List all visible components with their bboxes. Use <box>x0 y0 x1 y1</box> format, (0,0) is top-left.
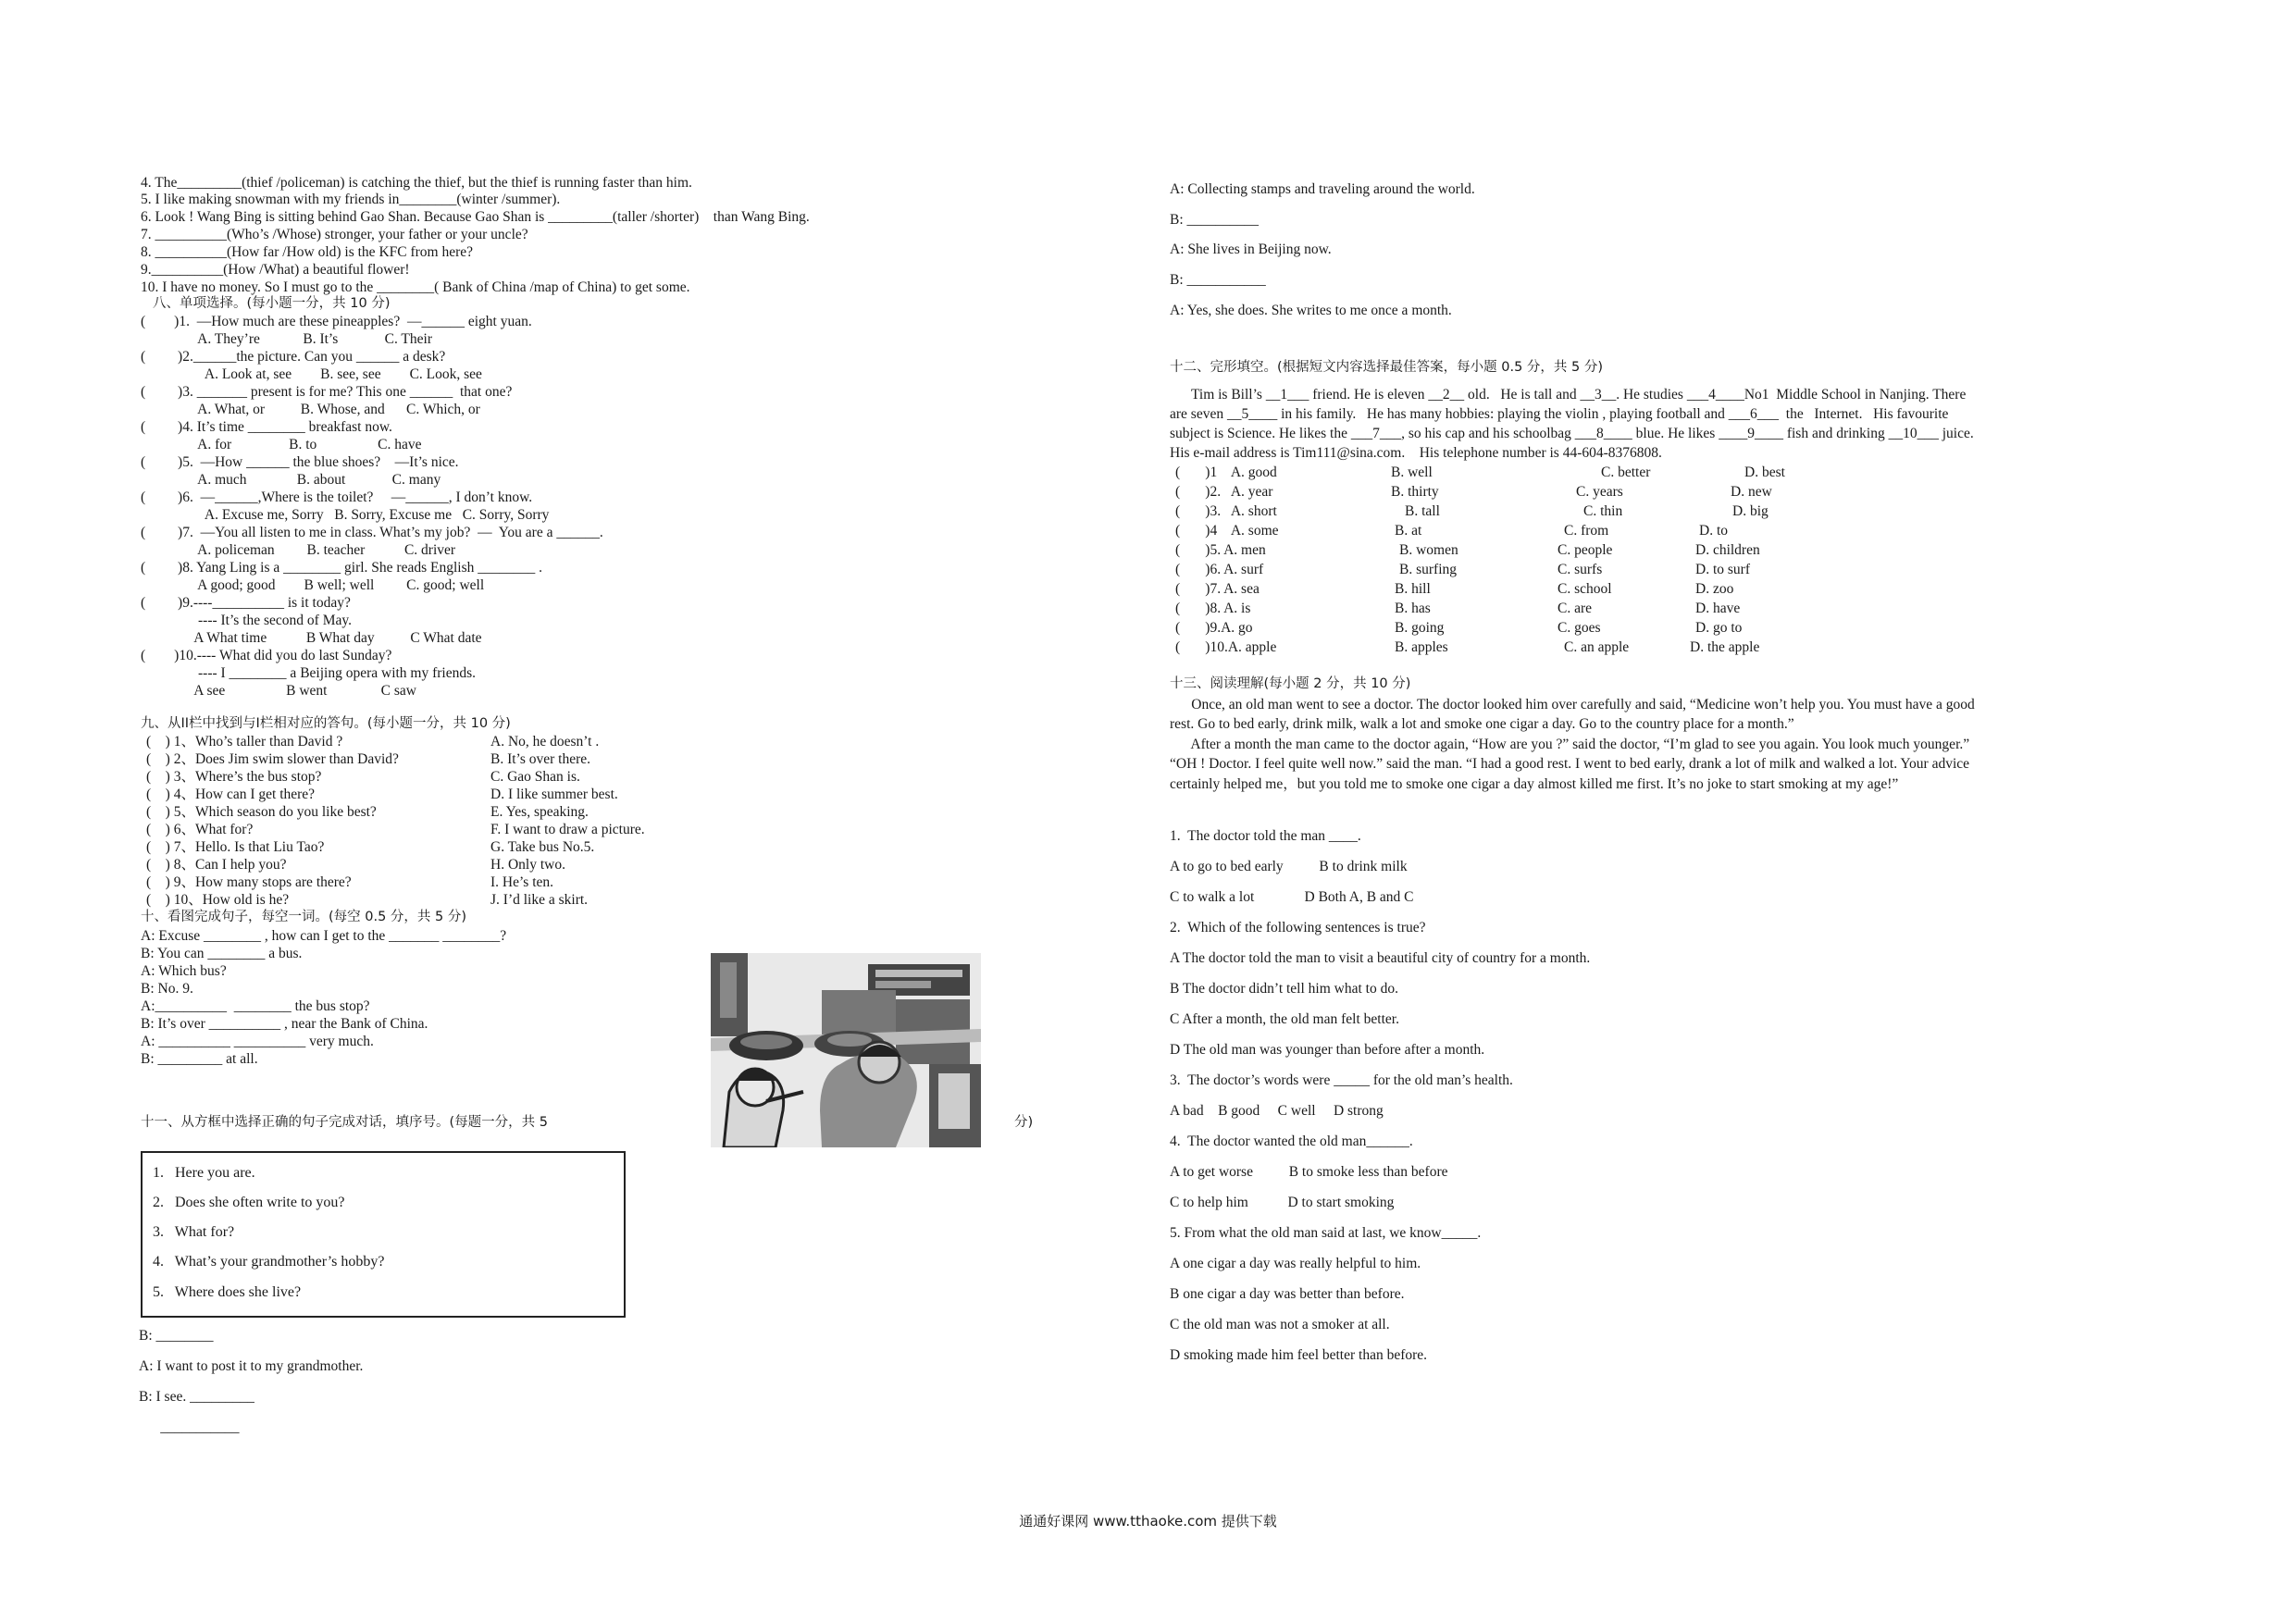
cloze-option-d: D. the apple <box>1690 639 1760 655</box>
section-11-title-tail: 分) <box>1014 1115 1034 1130</box>
reading-text-line: After a month the man came to the doctor again, “How are you ?” said the doctor, “I’m glad to see you again. You look much younger.” <box>1170 737 1970 752</box>
fill-line: 8. __________(How far /How old) is the KFC from here? <box>141 244 474 260</box>
match-question: ( ) 5、Which season do you like best? <box>146 804 377 820</box>
reading-text-line: “OH ! Doctor. I feel quite well now.” said the man. “I had a good rest. I went to bed early, drank a lot of milk and walked a lot. Your advice <box>1170 756 1970 772</box>
picture-dialog-line: B: You can ________ a bus. <box>141 946 303 961</box>
reading-text-line: rest. Go to bed early, drink milk, walk a lot and smoke one cigar a day. Go to the country place for a month.” <box>1170 716 1794 732</box>
question-line: A bad B good C well D strong <box>1170 1103 1384 1119</box>
cloze-text-line: subject is Science. He likes the ___7___, so his cap and his schoolbag ___8____ blue. He likes ____9____ fish and drinking __10___ juice. <box>1170 426 1974 441</box>
question-line: 5. From what the old man said at last, we know_____. <box>1170 1225 1482 1241</box>
match-answer: I. He’s ten. <box>490 874 554 890</box>
question-line: 4. The doctor wanted the old man______. <box>1170 1134 1413 1149</box>
question-line: C After a month, the old man felt better. <box>1170 1011 1399 1027</box>
question-line: B The doctor didn’t tell him what to do. <box>1170 981 1398 997</box>
cloze-option-a: ( )10.A. apple <box>1175 639 1277 655</box>
question-line: C to walk a lot D Both A, B and C <box>1170 889 1414 905</box>
mc-line: A. They’re B. It’s C. Their <box>141 331 433 347</box>
cloze-option-c: C. people <box>1558 542 1613 558</box>
cloze-option-b: B. thirty <box>1391 484 1439 500</box>
dialog-line: ___________ <box>139 1419 240 1435</box>
mc-line: A see B went C saw <box>141 683 416 699</box>
bus-stop-sketch-icon <box>711 953 981 1147</box>
question-line: 2. Which of the following sentences is true? <box>1170 920 1426 935</box>
match-question: ( ) 2、Does Jim swim slower than David? <box>146 751 399 767</box>
match-answer: E. Yes, speaking. <box>490 804 589 820</box>
match-answer: H. Only two. <box>490 857 565 873</box>
mc-line: ---- It’s the second of May. <box>141 613 352 628</box>
cloze-option-a: ( )2. A. year <box>1175 484 1273 500</box>
match-question: ( ) 8、Can I help you? <box>146 857 287 873</box>
question-line: A to go to bed early B to drink milk <box>1170 859 1408 874</box>
fill-line: 9.__________(How /What) a beautiful flower! <box>141 262 410 278</box>
match-question: ( ) 3、Where’s the bus stop? <box>146 769 322 785</box>
mc-line: A. Look at, see B. see, see C. Look, see <box>141 366 482 382</box>
cloze-option-c: C. from <box>1564 523 1609 539</box>
bus-stop-illustration <box>711 953 981 1147</box>
box-option: 5. Where does she live? <box>153 1284 302 1300</box>
match-answer: A. No, he doesn’t . <box>490 734 600 750</box>
cloze-option-c: C. years <box>1576 484 1623 500</box>
question-line: D smoking made him feel better than before. <box>1170 1347 1428 1363</box>
cloze-option-c: C. goes <box>1558 620 1601 636</box>
mc-line: A. What, or B. Whose, and C. Which, or <box>141 402 480 417</box>
fill-line: 7. __________(Who’s /Whose) stronger, your father or your uncle? <box>141 227 528 242</box>
cloze-option-a: ( )5. A. men <box>1175 542 1266 558</box>
cloze-option-a: ( )1 A. good <box>1175 465 1277 480</box>
picture-dialog-line: B: _________ at all. <box>141 1051 258 1067</box>
cloze-option-b: B. going <box>1395 620 1445 636</box>
dialog-line: A: I want to post it to my grandmother. <box>139 1358 364 1374</box>
fill-line: 4. The_________(thief /policeman) is catching the thief, but the thief is running faster than him. <box>141 175 692 191</box>
match-question: ( ) 9、How many stops are there? <box>146 874 352 890</box>
mc-line: ( )9.----__________ is it today? <box>141 595 351 611</box>
fill-line: 6. Look ! Wang Bing is sitting behind Gao Shan. Because Gao Shan is _________(taller /shorter) than Wang Bing. <box>141 209 810 225</box>
fill-line: 10. I have no money. So I must go to the ________( Bank of China /map of China) to get some. <box>141 279 690 295</box>
cloze-option-a: ( )8. A. is <box>1175 601 1251 616</box>
section-9-title: 九、从II栏中找到与I栏相对应的答句。(每小题一分，共 10 分) <box>141 716 511 731</box>
cloze-option-d: D. big <box>1732 503 1769 519</box>
dialog-line: A: Yes, she does. She writes to me once a month. <box>1170 303 1452 318</box>
section-8-title: 八、单项选择。(每小题一分，共 10 分) <box>153 296 391 311</box>
picture-dialog-line: A:__________ ________ the bus stop? <box>141 998 370 1014</box>
cloze-option-d: D. best <box>1744 465 1785 480</box>
picture-dialog-line: A: Which bus? <box>141 963 227 979</box>
cloze-option-c: C. thin <box>1583 503 1623 519</box>
mc-line: ( )10.---- What did you do last Sunday? <box>141 648 392 663</box>
match-question: ( ) 10、How old is he? <box>146 892 290 908</box>
picture-dialog-line: B: No. 9. <box>141 981 193 997</box>
mc-line: A good; good B well; well C. good; well <box>141 577 485 593</box>
mc-line: A. policeman B. teacher C. driver <box>141 542 456 558</box>
mc-line: ( )8. Yang Ling is a ________ girl. She reads English ________ . <box>141 560 542 576</box>
reading-text-line: certainly helped me，but you told me to smoke one cigar a day almost killed me first. It’s no joke to start smoking at my age!” <box>1170 776 1899 792</box>
cloze-option-d: D. zoo <box>1695 581 1734 597</box>
mc-line: ( )3. _______ present is for me? This one ______ that one? <box>141 384 513 400</box>
mc-line: A. for B. to C. have <box>141 437 422 452</box>
mc-line: ( )1. —How much are these pineapples? —______ eight yuan. <box>141 314 532 329</box>
match-answer: F. I want to draw a picture. <box>490 822 645 837</box>
cloze-option-b: B. tall <box>1405 503 1440 519</box>
fill-line: 5. I like making snowman with my friends in________(winter /summer). <box>141 192 561 207</box>
dialog-line: B: I see. _________ <box>139 1389 254 1405</box>
mc-line: ---- I ________ a Beijing opera with my friends. <box>141 665 477 681</box>
cloze-text-line: are seven __5____ in his family. He has many hobbies: playing the violin , playing football and ___6___ the Internet. His favourite <box>1170 406 1949 422</box>
mc-line: ( )7. —You all listen to me in class. What’s my job? — You are a ______. <box>141 525 603 540</box>
cloze-option-d: D. to <box>1699 523 1728 539</box>
cloze-option-d: D. go to <box>1695 620 1743 636</box>
section-13-title: 十三、阅读理解(每小题 2 分，共 10 分) <box>1170 676 1411 691</box>
dialog-line: A: She lives in Beijing now. <box>1170 242 1332 257</box>
mc-line: A What time B What day C What date <box>141 630 482 646</box>
cloze-option-c: C. better <box>1601 465 1651 480</box>
box-option: 3. What for? <box>153 1224 235 1240</box>
section-11-title: 十一、从方框中选择正确的句子完成对话，填序号。(每题一分，共 5 <box>141 1115 548 1130</box>
question-line: A one cigar a day was really helpful to him. <box>1170 1256 1421 1271</box>
cloze-option-b: B. has <box>1395 601 1431 616</box>
cloze-option-d: D. new <box>1731 484 1772 500</box>
box-option: 2. Does she often write to you? <box>153 1195 345 1210</box>
question-line: A to get worse B to smoke less than before <box>1170 1164 1448 1180</box>
page-footer: 通通好课网 www.tthaoke.com 提供下载 <box>1019 1513 1277 1530</box>
cloze-option-b: B. women <box>1399 542 1458 558</box>
match-question: ( ) 1、Who’s taller than David ? <box>146 734 343 750</box>
picture-dialog-line: A: __________ __________ very much. <box>141 1034 374 1049</box>
cloze-option-b: B. apples <box>1395 639 1448 655</box>
mc-line: ( )5. —How ______ the blue shoes? —It’s nice. <box>141 454 459 470</box>
cloze-option-b: B. surfing <box>1399 562 1457 577</box>
dialog-line: A: Collecting stamps and traveling around the world. <box>1170 181 1475 197</box>
cloze-option-c: C. are <box>1558 601 1593 616</box>
cloze-option-d: D. to surf <box>1695 562 1750 577</box>
cloze-text-line: His e-mail address is Tim111@sina.com. His telephone number is 44-604-8376808. <box>1170 445 1662 461</box>
cloze-option-d: D. children <box>1695 542 1760 558</box>
mc-line: A. much B. about C. many <box>141 472 441 488</box>
dialog-line: B: __________ <box>1170 212 1260 228</box>
match-answer: D. I like summer best. <box>490 787 618 802</box>
cloze-option-c: C. school <box>1558 581 1612 597</box>
dialog-line: B: ________ <box>139 1328 214 1344</box>
cloze-option-a: ( )4 A. some <box>1175 523 1279 539</box>
match-question: ( ) 4、How can I get there? <box>146 787 316 802</box>
mc-line: ( )4. It’s time ________ breakfast now. <box>141 419 392 435</box>
mc-line: A. Excuse me, Sorry B. Sorry, Excuse me C. Sorry, Sorry <box>141 507 550 523</box>
question-line: A The doctor told the man to visit a beautiful city of country for a month. <box>1170 950 1591 966</box>
picture-dialog-line: A: Excuse ________ , how can I get to the _______ ________? <box>141 928 507 944</box>
question-line: C the old man was not a smoker at all. <box>1170 1317 1390 1332</box>
picture-dialog-line: B: It’s over __________ , near the Bank of China. <box>141 1016 428 1032</box>
cloze-option-b: B. well <box>1391 465 1433 480</box>
dialog-line: B: ___________ <box>1170 272 1266 288</box>
cloze-option-a: ( )3. A. short <box>1175 503 1277 519</box>
match-answer: B. It’s over there. <box>490 751 591 767</box>
match-answer: C. Gao Shan is. <box>490 769 580 785</box>
cloze-option-a: ( )7. A. sea <box>1175 581 1260 597</box>
question-line: D The old man was younger than before after a month. <box>1170 1042 1485 1058</box>
match-answer: J. I’d like a skirt. <box>490 892 589 908</box>
cloze-text-line: Tim is Bill’s __1___ friend. He is eleven __2__ old. He is tall and __3__. He studies ___4____No1 Middle School in Nanjing. There <box>1170 387 1967 403</box>
cloze-option-c: C. surfs <box>1558 562 1603 577</box>
section-12-title: 十二、完形填空。(根据短文内容选择最佳答案，每小题 0.5 分，共 5 分) <box>1170 360 1604 375</box>
cloze-option-a: ( )6. A. surf <box>1175 562 1264 577</box>
section-10-title: 十、看图完成句子，每空一词。(每空 0.5 分，共 5 分) <box>141 910 467 924</box>
question-line: 1. The doctor told the man ____. <box>1170 828 1361 844</box>
mc-line: ( )6. —______,Where is the toilet? —______, I don’t know. <box>141 489 533 505</box>
cloze-option-c: C. an apple <box>1564 639 1630 655</box>
reading-text-line: Once, an old man went to see a doctor. The doctor looked him over carefully and said, “Medicine won’t help you. You must have a good <box>1170 697 1975 712</box>
match-answer: G. Take bus No.5. <box>490 839 595 855</box>
cloze-option-b: B. hill <box>1395 581 1431 597</box>
question-line: B one cigar a day was better than before. <box>1170 1286 1405 1302</box>
cloze-option-b: B. at <box>1395 523 1422 539</box>
cloze-option-d: D. have <box>1695 601 1741 616</box>
match-question: ( ) 6、What for? <box>146 822 254 837</box>
match-question: ( ) 7、Hello. Is that Liu Tao? <box>146 839 325 855</box>
box-option: 4. What’s your grandmother’s hobby? <box>153 1254 385 1270</box>
mc-line: ( )2.______the picture. Can you ______ a desk? <box>141 349 446 365</box>
question-line: C to help him D to start smoking <box>1170 1195 1395 1210</box>
question-line: 3. The doctor’s words were _____ for the old man’s health. <box>1170 1072 1513 1088</box>
cloze-option-a: ( )9.A. go <box>1175 620 1253 636</box>
box-option: 1. Here you are. <box>153 1165 255 1181</box>
